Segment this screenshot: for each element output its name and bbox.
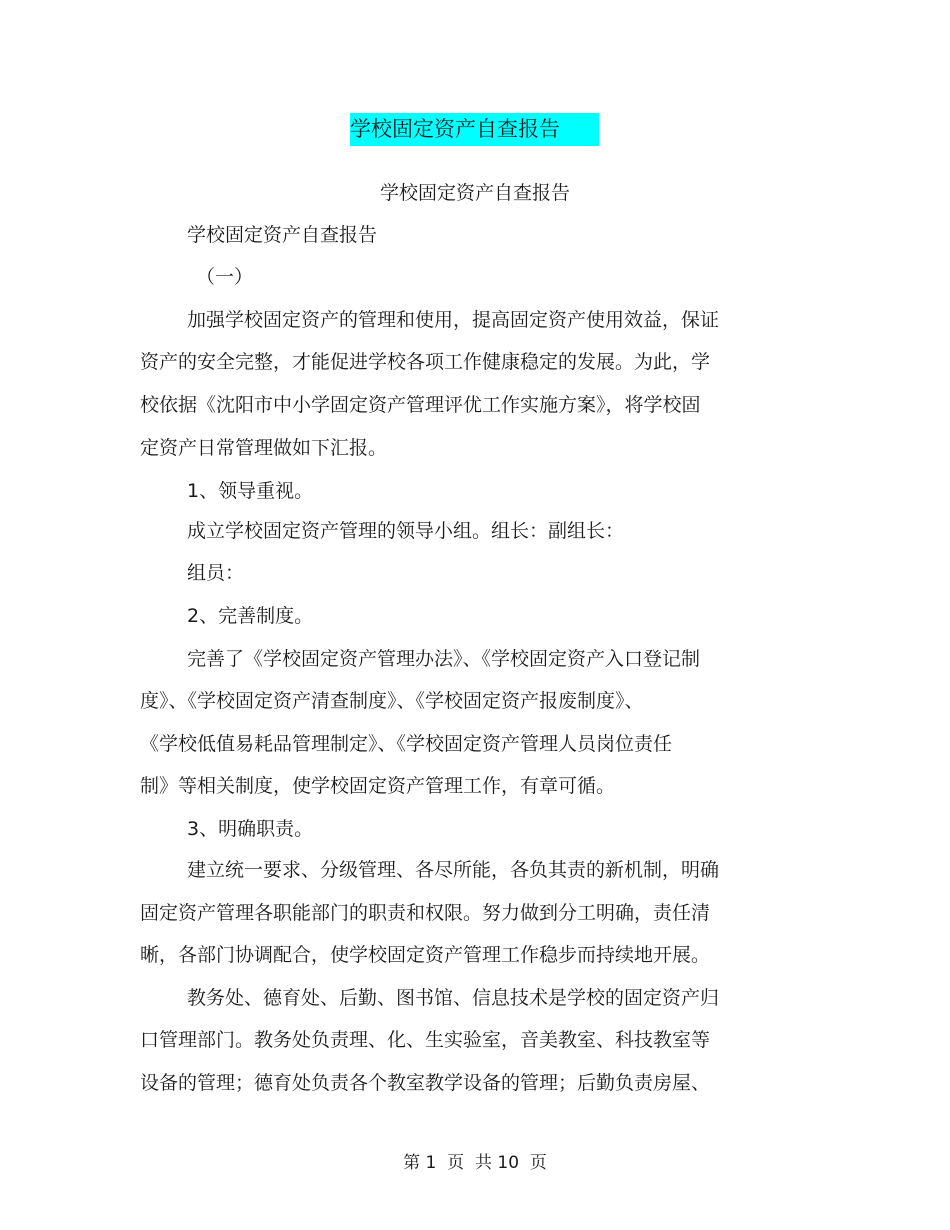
- body-line: 固定资产管理各职能部门的职责和权限。努力做到分工明确，责任清: [140, 902, 711, 924]
- body-line: 资产的安全完整，才能促进学校各项工作健康稳定的发展。为此，学: [140, 351, 711, 373]
- body-line: 校依据《沈阳市中小学固定资产管理评优工作实施方案》，将学校固: [140, 394, 701, 416]
- body-line: 完善了《学校固定资产管理办法》、《学校固定资产入口登记制: [187, 648, 701, 670]
- section-marker: （一）: [196, 266, 254, 288]
- highlighted-title-banner: 学校固定资产自查报告: [350, 113, 599, 146]
- page-footer: 第 1 页 共 10 页: [403, 1153, 547, 1173]
- body-line: 定资产日常管理做如下汇报。: [140, 437, 388, 459]
- body-line: 成立学校固定资产管理的领导小组。组长：副组长：: [187, 520, 625, 542]
- body-line: 组员：: [187, 562, 245, 584]
- document-title: 学校固定资产自查报告: [379, 182, 570, 204]
- body-line: 度》、《学校固定资产清查制度》、《学校固定资产报废制度》、: [140, 690, 644, 712]
- body-line: 建立统一要求、分级管理、各尽所能，各负其责的新机制，明确: [187, 859, 720, 881]
- section-heading: 2、完善制度。: [187, 605, 314, 627]
- subtitle: 学校固定资产自查报告: [187, 224, 378, 246]
- body-line: 口管理部门。教务处负责理、化、生实验室，音美教室、科技教室等: [140, 1029, 711, 1051]
- section-heading: 1、领导重视。: [187, 480, 314, 502]
- body-line: 加强学校固定资产的管理和使用，提高固定资产使用效益，保证: [187, 309, 720, 331]
- body-line: 晰，各部门协调配合，使学校固定资产管理工作稳步而持续地开展。: [140, 944, 711, 966]
- body-line: 教务处、德育处、后勤、图书馆、信息技术是学校的固定资产归: [187, 987, 720, 1009]
- body-line: 设备的管理；德育处负责各个教室教学设备的管理；后勤负责房屋、: [140, 1072, 711, 1094]
- body-line: 《学校低值易耗品管理制定》、《学校固定资产管理人员岗位责任: [140, 733, 673, 755]
- body-line: 制》等相关制度，使学校固定资产管理工作，有章可循。: [140, 775, 616, 797]
- section-heading: 3、明确职责。: [187, 818, 314, 840]
